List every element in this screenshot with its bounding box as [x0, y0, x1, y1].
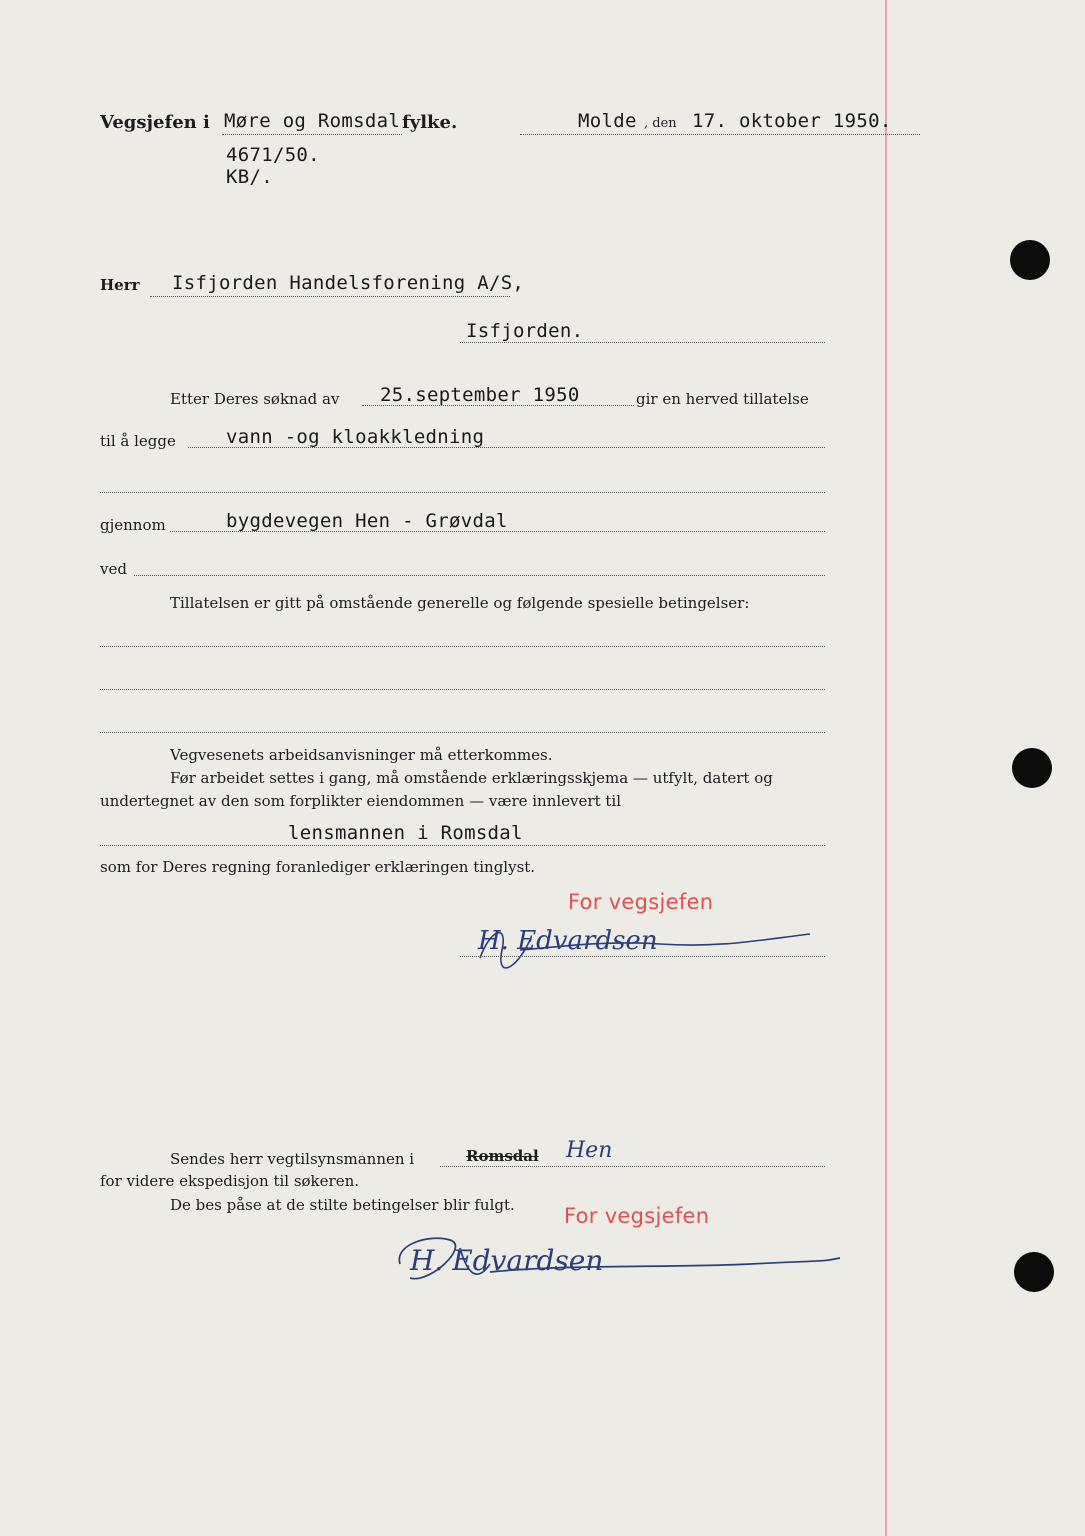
- header-date-prefix: , den: [644, 116, 677, 131]
- forwarding-line-1: Sendes herr vegtilsynsmannen i: [170, 1150, 415, 1168]
- signature-dotline-1: [460, 956, 825, 957]
- red-margin-line: [885, 0, 887, 1536]
- through-value: bygdevegen Hen - Grøvdal: [226, 510, 508, 532]
- recipient-name-dotline: [150, 296, 510, 297]
- handwritten-district: Hen: [566, 1138, 613, 1163]
- county-dotline: [222, 134, 402, 135]
- handwritten-signature-2: H. Edvardsen: [410, 1244, 604, 1277]
- signature-stroke-1: [460, 910, 820, 980]
- purpose-value: vann -og kloakkledning: [226, 426, 485, 448]
- for-vegsjefen-stamp-1: For vegsjefen: [568, 890, 714, 914]
- district-dotline: [440, 1166, 825, 1167]
- header-place: Molde: [578, 110, 637, 132]
- struck-district: Romsdal: [466, 1147, 539, 1165]
- header-county-suffix: fylke.: [402, 112, 458, 133]
- through-dotline: [170, 531, 825, 532]
- recipient-location: Isfjorden.: [466, 320, 584, 342]
- recipient-salutation: Herr: [100, 276, 140, 294]
- application-suffix: gir en herved tillatelse: [636, 390, 809, 408]
- submit-to-dotline: [100, 845, 825, 846]
- conditions-dotline-2: [100, 689, 825, 690]
- forwarding-line-2: for videre ekspedisjon til søkeren.: [100, 1172, 359, 1190]
- conditions-dotline-3: [100, 732, 825, 733]
- purpose-dotline: [188, 447, 825, 448]
- at-dotline: [134, 575, 825, 576]
- conditions-dotline-1: [100, 646, 825, 647]
- reference-number: 4671/50.: [226, 144, 320, 166]
- instructions-line-2: Før arbeidet settes i gang, må omstående erklæringsskjema — utfylt, datert og: [170, 769, 773, 787]
- recipient-location-dotline: [460, 342, 825, 343]
- forwarding-line-3: De bes påse at de stilte betingelser blir fulgt.: [170, 1196, 515, 1214]
- reference-initials: KB/.: [226, 166, 273, 188]
- application-prefix: Etter Deres søknad av: [170, 390, 340, 408]
- punch-hole-top: [1010, 240, 1050, 280]
- through-prefix: gjennom: [100, 516, 166, 534]
- registration-text: som for Deres regning foranlediger erklæringen tinglyst.: [100, 858, 536, 876]
- recipient-name: Isfjorden Handelsforening A/S,: [172, 272, 525, 294]
- handwritten-signature-1: H. Edvardsen: [478, 926, 658, 956]
- submit-to-value: lensmannen i Romsdal: [288, 822, 523, 844]
- application-date: 25.september 1950: [380, 384, 580, 406]
- signature-stroke-2: [390, 1224, 850, 1294]
- at-prefix: ved: [100, 560, 127, 578]
- header-date: 17. oktober 1950.: [692, 110, 892, 132]
- instructions-line-1: Vegvesenets arbeidsanvisninger må etterkommes.: [170, 746, 553, 764]
- purpose-prefix: til å legge: [100, 432, 176, 450]
- date-dotline: [520, 134, 920, 135]
- punch-hole-bottom: [1014, 1252, 1054, 1292]
- header-county: Møre og Romsdal: [224, 110, 401, 132]
- conditions-text: Tillatelsen er gitt på omstående generelle og følgende spesielle betingelser:: [170, 594, 750, 612]
- header-prefix: Vegsjefen i: [100, 112, 210, 133]
- purpose-dotline-2: [100, 492, 825, 493]
- instructions-line-3: undertegnet av den som forplikter eiendommen — være innlevert til: [100, 792, 621, 810]
- for-vegsjefen-stamp-2: For vegsjefen: [564, 1204, 710, 1228]
- application-date-dotline: [362, 405, 634, 406]
- punch-hole-middle: [1012, 748, 1052, 788]
